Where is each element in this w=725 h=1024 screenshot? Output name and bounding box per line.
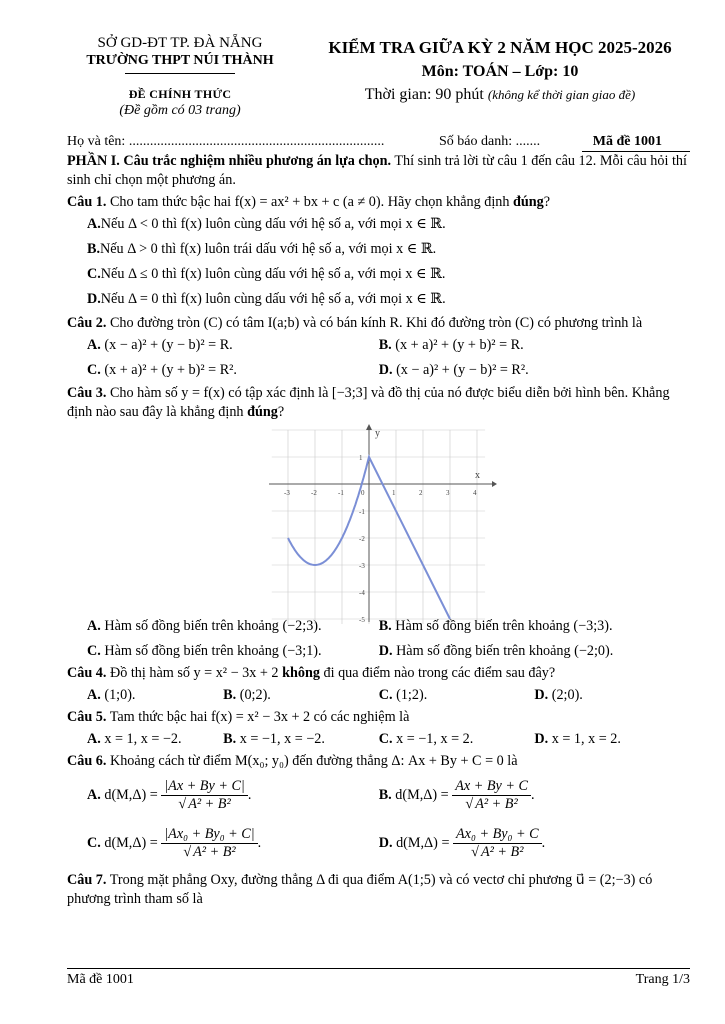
- footer-rule: [67, 968, 690, 969]
- exam-time: [300, 84, 700, 105]
- y-tick-label: -3: [359, 562, 365, 570]
- q6-option-a: A. d(M,Δ) = |Ax + By + C| √ A² + B² .: [67, 778, 379, 813]
- option-lhs: d(M,Δ) =: [392, 834, 453, 851]
- option-key: C.: [87, 643, 101, 659]
- x-tick-label: -3: [284, 489, 290, 497]
- option-lhs: d(M,Δ) =: [100, 786, 162, 803]
- option-text: Nếu Δ ≤ 0 thì f(x) luôn cùng dấu với hệ số a, với mọi x ∈ ℝ.: [100, 266, 446, 282]
- q1-option-d: [67, 287, 690, 312]
- question-1: [67, 193, 690, 212]
- option-key: A.: [87, 687, 101, 703]
- student-info-line: [67, 134, 690, 152]
- option-key: B.: [87, 241, 101, 257]
- q2-options-row-1: [67, 333, 690, 358]
- candidate-number-field: Số báo danh: .......: [439, 134, 541, 149]
- q6-options-row-1: [67, 771, 690, 819]
- option-key: D.: [378, 643, 393, 659]
- sqrt-radicand: A² + B²: [480, 843, 524, 860]
- q4-text-a: Đồ thị hàm số y = x² − 3x + 2: [106, 665, 283, 681]
- option-text: Nếu Δ < 0 thì f(x) luôn cùng dấu với hệ số a, với mọi x ∈ ℝ.: [100, 216, 446, 232]
- origin-label: 0: [361, 489, 365, 497]
- option-lhs: d(M,Δ) =: [100, 834, 162, 851]
- q5-option-c: [379, 730, 535, 749]
- option-lhs: d(M,Δ) =: [391, 786, 453, 803]
- part1-title: PHẦN I. Câu trắc nghiệm nhiều phương án lựa chọn.: [67, 153, 392, 169]
- footer-exam-code: Mã đề 1001: [67, 972, 134, 987]
- q4-option-d: [534, 686, 690, 705]
- y-tick-label: -2: [359, 535, 365, 543]
- exam-code: Mã đề 1001: [592, 134, 662, 149]
- option-key: B.: [378, 618, 392, 634]
- option-key: B.: [223, 687, 237, 703]
- q6-option-b: B. d(M,Δ) = Ax + By + C √ A² + B² .: [379, 778, 690, 813]
- header-left: [70, 34, 290, 119]
- option-key: D.: [378, 834, 393, 851]
- exam-title: KIỂM TRA GIỮA KỲ 2 NĂM HỌC 2025-2026: [328, 38, 672, 57]
- q3-text: Cho hàm số y = f(x) có tập xác định là [−3;3] và đồ thị của nó được biểu diễn bởi hình bên. Khẳng định nào sau đây là khẳng định: [67, 385, 670, 420]
- function-graph-svg: [267, 424, 497, 624]
- part1-desc: Thí sinh trả lời từ câu 1 đến câu 12. Mỗi câu hỏi thí sinh chỉ chọn một phương án.: [67, 153, 687, 188]
- q5-options: [67, 727, 690, 752]
- question-4: [67, 664, 690, 683]
- q2-text: Cho đường tròn (C) có tâm I(a;b) và có bán kính R. Khi đó đường tròn (C) có phương trình là: [106, 315, 643, 331]
- time-note: (không kể thời gian giao đề): [487, 87, 636, 102]
- fraction: [161, 826, 257, 861]
- option-key: A.: [87, 337, 101, 353]
- q5-text: Tam thức bậc hai f(x) = x² − 3x + 2 có các nghiệm là: [106, 709, 410, 725]
- fraction-denominator: [180, 844, 238, 861]
- y-tick-label: -4: [359, 589, 365, 597]
- q5-option-d: [534, 730, 690, 749]
- pages-note: (Đề gồm có 03 trang): [119, 103, 241, 118]
- q6-option-d: D. d(M,Δ) = Ax₀ + By₀ + C √ A² + B² .: [379, 826, 690, 861]
- q3-options-row-2: [67, 639, 690, 664]
- fraction-denominator: [468, 844, 526, 861]
- option-text: x = −1, x = −2.: [236, 731, 325, 747]
- option-text: (0;2).: [236, 687, 271, 703]
- fraction: [161, 778, 248, 813]
- option-text: (1;0).: [100, 687, 136, 703]
- subject: Môn: TOÁN – Lớp: 10: [421, 63, 579, 80]
- q7-text: Trong mặt phẳng Oxy, đường thẳng Δ đi qua điểm A(1;5) và có vectơ chỉ phương u⃗ = (2;−3) có phương trình tham số là: [67, 872, 653, 907]
- question-3: [67, 384, 690, 422]
- q3-option-d: [379, 642, 690, 661]
- q3-option-c: [67, 642, 379, 661]
- question-6: [67, 752, 690, 771]
- option-key: C.: [87, 834, 101, 851]
- q5-label: Câu 5.: [67, 709, 107, 725]
- option-text: (1;2).: [392, 687, 428, 703]
- q3-label: Câu 3.: [67, 385, 107, 401]
- option-text: x = −1, x = 2.: [392, 731, 474, 747]
- question-7: [67, 871, 690, 909]
- footer-page-number: Trang 1/3: [635, 972, 690, 987]
- option-text: Hàm số đồng biến trên khoảng (−3;3).: [391, 618, 613, 634]
- option-key: A.: [87, 731, 101, 747]
- x-tick-label: 4: [473, 489, 477, 497]
- q4-emphasis: không: [282, 665, 320, 681]
- q1-tail: ?: [543, 194, 551, 210]
- option-text: (x − a)² + (y − b)² = R.: [100, 337, 233, 353]
- option-text: (2;0).: [548, 687, 583, 703]
- q7-label: Câu 7.: [67, 872, 107, 888]
- fraction: [453, 826, 542, 861]
- q2-label: Câu 2.: [67, 315, 107, 331]
- fraction-numerator: |Ax₀ + By₀ + C|: [161, 826, 257, 844]
- y-tick-label: -1: [359, 508, 365, 516]
- y-axis-label: y: [375, 428, 380, 439]
- fraction: [452, 778, 531, 813]
- option-text: Nếu Δ = 0 thì f(x) luôn cùng dấu với hệ số a, với mọi x ∈ ℝ.: [100, 291, 446, 307]
- q4-option-c: [379, 686, 535, 705]
- option-text: (x + a)² + (y + b)² = R².: [100, 362, 237, 378]
- q1-option-b: [67, 237, 690, 262]
- sqrt-radicand: A² + B²: [188, 795, 231, 812]
- header-right: [300, 37, 700, 105]
- q6-text: Khoảng cách từ điểm M(x₀; y₀) đến đường thẳng Δ: Ax + By + C = 0 là: [106, 753, 518, 769]
- school-underline: [125, 73, 235, 74]
- y-axis-arrow: [366, 424, 372, 430]
- q2-option-d: [379, 361, 690, 380]
- part1-heading: [67, 152, 690, 190]
- q2-option-a: [67, 336, 379, 355]
- option-text: (x + a)² + (y + b)² = R.: [391, 337, 524, 353]
- option-text: x = 1, x = −2.: [100, 731, 182, 747]
- x-tick-label: -1: [338, 489, 344, 497]
- q5-option-b: [223, 730, 379, 749]
- option-text: x = 1, x = 2.: [548, 731, 621, 747]
- y-tick-label: 1: [359, 454, 363, 462]
- option-key: D.: [378, 362, 393, 378]
- school-name: TRƯỜNG THPT NÚI THÀNH: [86, 53, 274, 68]
- option-key: D.: [534, 687, 549, 703]
- q4-text-b: đi qua điểm nào trong các điểm sau đây?: [319, 665, 556, 681]
- question-2: [67, 314, 690, 333]
- fraction-denominator: [462, 796, 520, 813]
- sqrt-radicand: A² + B²: [475, 795, 518, 812]
- y-tick-label: -5: [359, 616, 365, 624]
- q3-tail: ?: [277, 404, 285, 420]
- q1-label: Câu 1.: [67, 194, 107, 210]
- q2-option-b: [379, 336, 690, 355]
- x-axis-label: x: [475, 470, 480, 481]
- fraction-numerator: Ax₀ + By₀ + C: [453, 826, 542, 844]
- sqrt-radicand: A² + B²: [193, 843, 236, 860]
- fraction-numerator: Ax + By + C: [452, 778, 531, 796]
- option-text: Hàm số đồng biến trên khoảng (−2;3).: [100, 618, 322, 634]
- option-key: C.: [87, 266, 101, 282]
- option-text: Nếu Δ > 0 thì f(x) luôn trái dấu với hệ số a, với mọi x ∈ ℝ.: [100, 241, 437, 257]
- q6-label: Câu 6.: [67, 753, 107, 769]
- x-tick-label: 3: [446, 489, 450, 497]
- q1-option-a: [67, 212, 690, 237]
- option-key: C.: [378, 687, 393, 703]
- q1-text: Cho tam thức bậc hai f(x) = ax² + bx + c (a ≠ 0). Hãy chọn khẳng định: [106, 194, 514, 210]
- function-graph: [267, 424, 497, 624]
- x-axis-arrow: [492, 481, 497, 487]
- q4-options: [67, 683, 690, 708]
- exam-content: [67, 152, 690, 909]
- student-name-field: Họ và tên: .........................................................................: [67, 134, 385, 149]
- option-text: (x − a)² + (y − b)² = R².: [392, 362, 529, 378]
- q2-option-c: [67, 361, 379, 380]
- q1-emphasis: đúng: [513, 194, 544, 210]
- x-tick-label: 1: [392, 489, 396, 497]
- fraction-denominator: [175, 796, 233, 813]
- option-key: A.: [87, 786, 101, 803]
- x-tick-label: -2: [311, 489, 317, 497]
- q1-option-c: [67, 262, 690, 287]
- option-key: B.: [223, 731, 237, 747]
- option-text: Hàm số đồng biến trên khoảng (−2;0).: [392, 643, 614, 659]
- option-key: D.: [87, 291, 101, 307]
- option-key: C.: [87, 362, 101, 378]
- graph-grid: [272, 430, 485, 624]
- q3-emphasis: đúng: [247, 404, 278, 420]
- q5-option-a: [67, 730, 223, 749]
- department: SỞ GD-ĐT TP. ĐÀ NẴNG: [97, 35, 263, 51]
- q4-option-b: [223, 686, 379, 705]
- option-key: A.: [87, 618, 101, 634]
- fraction-numerator: |Ax + By + C|: [161, 778, 248, 796]
- option-text: Hàm số đồng biến trên khoảng (−3;1).: [100, 643, 322, 659]
- time-text: Thời gian: 90 phút: [364, 86, 484, 103]
- option-key: C.: [378, 731, 393, 747]
- option-key: A.: [87, 216, 101, 232]
- q4-label: Câu 4.: [67, 665, 107, 681]
- official-label: ĐỀ CHÍNH THỨC: [128, 87, 232, 101]
- q6-option-c: C. d(M,Δ) = |Ax₀ + By₀ + C| √ A² + B² .: [67, 826, 379, 861]
- q6-options-row-2: [67, 819, 690, 867]
- option-key: B.: [378, 337, 392, 353]
- q2-options-row-2: [67, 358, 690, 383]
- q4-option-a: [67, 686, 223, 705]
- option-key: B.: [378, 786, 392, 803]
- question-5: [67, 708, 690, 727]
- option-key: D.: [534, 731, 549, 747]
- x-tick-label: 2: [419, 489, 423, 497]
